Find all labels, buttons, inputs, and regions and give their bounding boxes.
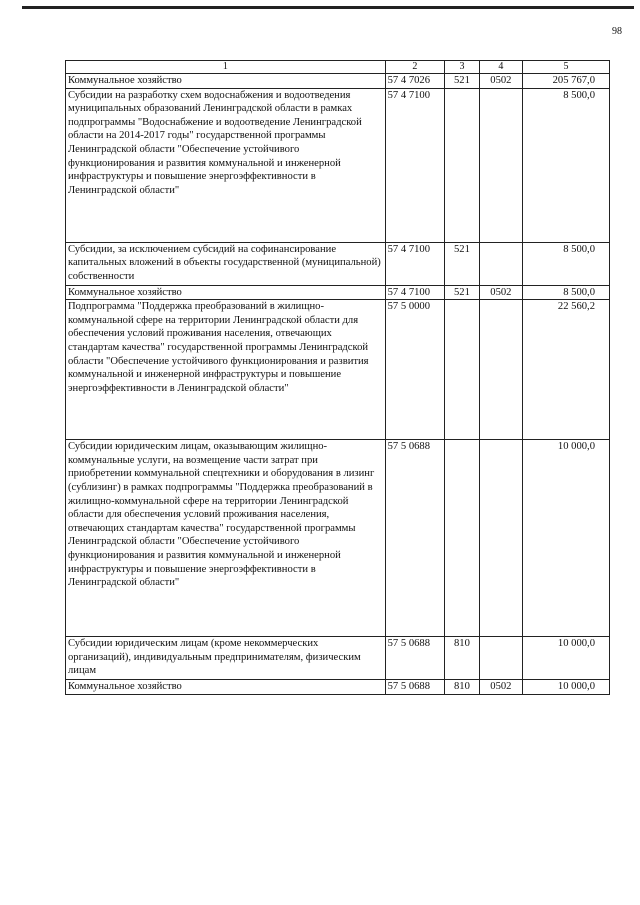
- row-vr: 810: [445, 680, 480, 695]
- row-rz: [479, 242, 522, 285]
- row-sum: 10 000,0: [522, 440, 609, 637]
- row-sum: 10 000,0: [522, 680, 609, 695]
- header-cell-2: 2: [385, 61, 444, 74]
- row-csr: 57 5 0000: [385, 300, 444, 440]
- table-header-row: [66, 61, 610, 74]
- table-row: [66, 88, 610, 242]
- row-sum: 205 767,0: [522, 74, 609, 89]
- row-rz: [479, 440, 522, 637]
- row-sum: 22 560,2: [522, 300, 609, 440]
- row-vr: [445, 88, 480, 242]
- row-vr: 521: [445, 242, 480, 285]
- table-row: [66, 680, 610, 695]
- row-csr: 57 5 0688: [385, 680, 444, 695]
- row-rz: [479, 300, 522, 440]
- budget-table: [65, 60, 610, 695]
- row-csr: 57 4 7100: [385, 88, 444, 242]
- row-csr: 57 4 7100: [385, 242, 444, 285]
- row-name: Субсидии на разработку схем водоснабжения и водоотведения муниципальных образований Ленинградской области в рамках подпрограммы "Водоснабжение и водоотведение Ленинградской области на 2014-2017 годы" государственной программы Ленинградской области "Обеспечение устойчивого функционирования и развития коммунальной и инженерной инфраструктуры и повышение энергоэффективности в Ленинградской области": [66, 88, 386, 242]
- row-rz: 0502: [479, 285, 522, 300]
- row-name: Коммунальное хозяйство: [66, 74, 386, 89]
- row-name: Подпрограмма "Поддержка преобразований в жилищно-коммунальной сфере на территории Ленинградской области для обеспечения условий проживания населения, отвечающих стандартам качества" государственной программы Ленинградской области "Обеспечение устойчивого функционирования и развития коммунальной и инженерной инфраструктуры и повышение энергоэффективности в Ленинградской области": [66, 300, 386, 440]
- header-cell-5: 5: [522, 61, 609, 74]
- row-name: Субсидии юридическим лицам, оказывающим жилищно-коммунальные услуги, на возмещение части затрат при приобретении коммунальной спецтехники и оборудования в лизинг (сублизинг) в рамках подпрограммы "Поддержка преобразований в жилищно-коммунальной сфере на территории Ленинградской области для обеспечения условий проживания населения, отвечающих стандартам качества" государственной программы Ленинградской области "Обеспечение устойчивого функционирования и развития коммунальной и инженерной инфраструктуры и повышение энергоэффективности в Ленинградской области": [66, 440, 386, 637]
- row-vr: [445, 440, 480, 637]
- table-row: [66, 242, 610, 285]
- row-sum: 8 500,0: [522, 285, 609, 300]
- table-row: [66, 74, 610, 89]
- row-vr: [445, 300, 480, 440]
- row-csr: 57 4 7026: [385, 74, 444, 89]
- row-vr: 521: [445, 74, 480, 89]
- row-csr: 57 5 0688: [385, 637, 444, 680]
- row-rz: 0502: [479, 680, 522, 695]
- row-sum: 8 500,0: [522, 88, 609, 242]
- row-sum: 10 000,0: [522, 637, 609, 680]
- header-cell-1: 1: [66, 61, 386, 74]
- table-row: [66, 440, 610, 637]
- table-row: [66, 285, 610, 300]
- table-row: [66, 300, 610, 440]
- header-cell-3: 3: [445, 61, 480, 74]
- row-sum: 8 500,0: [522, 242, 609, 285]
- row-csr: 57 4 7100: [385, 285, 444, 300]
- row-vr: 810: [445, 637, 480, 680]
- row-name: Субсидии, за исключением субсидий на софинансирование капитальных вложений в объекты государственной (муниципальной) собственности: [66, 242, 386, 285]
- row-rz: [479, 637, 522, 680]
- row-rz: [479, 88, 522, 242]
- row-name: Коммунальное хозяйство: [66, 680, 386, 695]
- row-rz: 0502: [479, 74, 522, 89]
- page-number: 98: [612, 26, 622, 37]
- top-rule: [22, 6, 634, 9]
- header-cell-4: 4: [479, 61, 522, 74]
- row-name: Коммунальное хозяйство: [66, 285, 386, 300]
- row-vr: 521: [445, 285, 480, 300]
- row-csr: 57 5 0688: [385, 440, 444, 637]
- table-row: [66, 637, 610, 680]
- row-name: Субсидии юридическим лицам (кроме некоммерческих организаций), индивидуальным предпринимателям, физическим лицам: [66, 637, 386, 680]
